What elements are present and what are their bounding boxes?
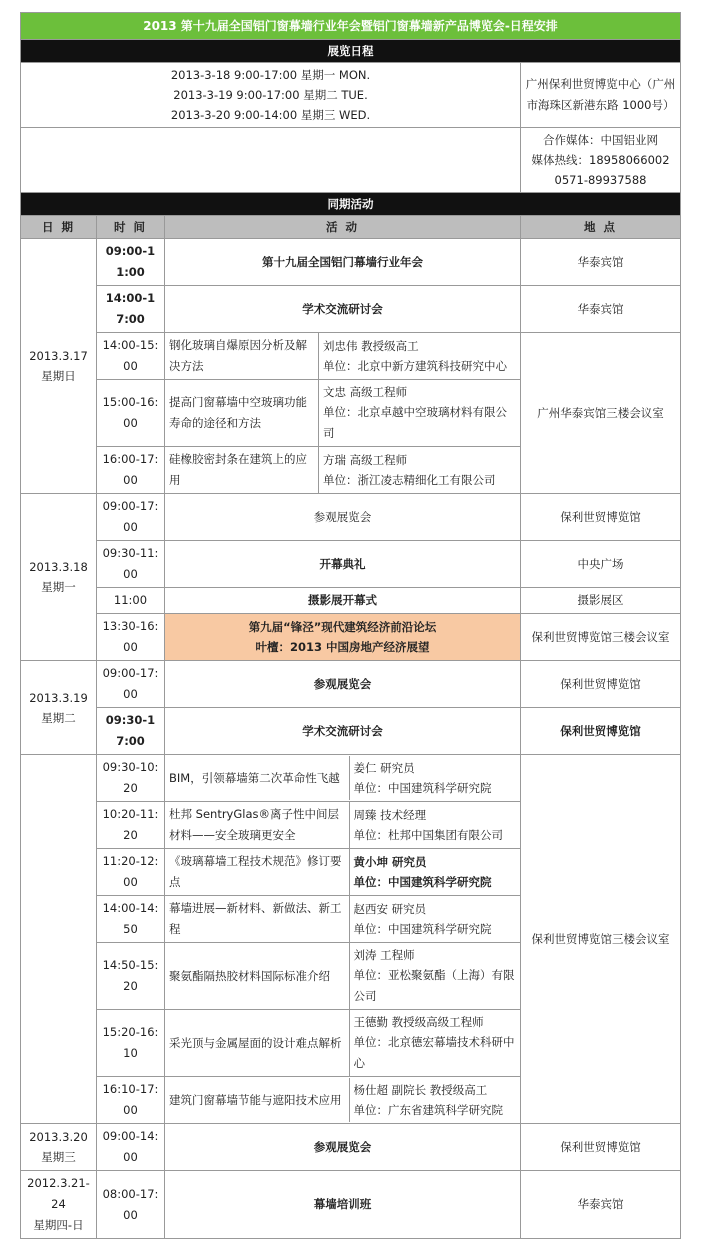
col-header-time: 时 间 <box>97 216 165 239</box>
speaker-unit: 单位：北京德宏幕墙技术科研中心 <box>353 1035 515 1070</box>
venue-cell: 华泰宾馆 <box>521 1171 681 1239</box>
time-cell: 14:50-15:20 <box>97 943 165 1010</box>
event-cell: 学术交流研讨会 <box>165 286 521 333</box>
time-cell: 09:00-14:00 <box>97 1124 165 1171</box>
date-text: 2013.3.19 <box>29 690 88 705</box>
col-header-venue: 地 点 <box>521 216 681 239</box>
time-cell: 16:10-17:00 <box>97 1077 165 1124</box>
time-cell: 09:00-17:00 <box>97 661 165 708</box>
date-cell <box>21 494 97 661</box>
venue-cell: 保利世贸博览馆 <box>521 661 681 708</box>
seminar-row <box>165 1077 521 1124</box>
speaker-name: 黄小坤 研究员 <box>353 855 427 869</box>
speaker-cell <box>319 447 521 494</box>
venue-cell: 广州华泰宾馆三楼会议室 <box>521 333 681 494</box>
time-cell: 09:00-11:00 <box>97 239 165 286</box>
speaker-name: 王德勤 教授级高级工程师 <box>353 1015 484 1029</box>
topic-cell: 《玻璃幕墙工程技术规范》修订要点 <box>165 849 349 895</box>
speaker-cell <box>349 896 520 942</box>
time-cell: 10:20-11:20 <box>97 802 165 849</box>
forum-subtitle: 叶檀：2013 中国房地产经济展望 <box>255 640 430 654</box>
speaker-cell <box>349 1010 520 1076</box>
topic-cell: 提高门窗幕墙中空玻璃功能寿命的途径和方法 <box>165 380 319 447</box>
venue-cell: 华泰宾馆 <box>521 286 681 333</box>
venue-cell: 保利世贸博览馆三楼会议室 <box>521 614 681 661</box>
time-cell: 14:00-17:00 <box>97 286 165 333</box>
topic-cell: 杜邦 SentryGlas®离子性中间层材料——安全玻璃更安全 <box>165 802 349 848</box>
time-cell: 16:00-17:00 <box>97 447 165 494</box>
date-cell-empty <box>21 755 97 1124</box>
speaker-cell <box>349 1078 520 1122</box>
date-cell <box>21 661 97 755</box>
exhibition-date-line: 2013-3-20 9:00-14:00 星期三 WED. <box>170 108 371 122</box>
time-cell: 13:30-16:00 <box>97 614 165 661</box>
date-cell <box>21 1124 97 1171</box>
date-cell <box>21 239 97 494</box>
time-cell: 09:30-11:00 <box>97 541 165 588</box>
time-cell: 15:00-16:00 <box>97 380 165 447</box>
page-title: 2013 第十九届全国铝门窗幕墙行业年会暨铝门窗幕墙新产品博览会-日程安排 <box>21 13 681 40</box>
col-header-date: 日 期 <box>21 216 97 239</box>
exhibition-dates <box>21 63 521 128</box>
date-text: 2012.3.21-24 <box>27 1176 90 1211</box>
schedule-document <box>20 12 680 1239</box>
blank-cell <box>21 128 521 193</box>
seminar-row <box>165 755 521 802</box>
media-info <box>521 128 681 193</box>
speaker-cell <box>349 849 520 895</box>
topic-cell: 聚氨酯隔热胶材料国际标准介绍 <box>165 943 349 1009</box>
date-cell <box>21 1171 97 1239</box>
speaker-unit: 单位：中国建筑科学研究院 <box>353 781 492 795</box>
seminar-row <box>165 1010 521 1077</box>
event-cell: 参观展览会 <box>165 494 521 541</box>
date-text: 2013.3.20 <box>29 1130 88 1144</box>
time-cell: 09:30-10:20 <box>97 755 165 802</box>
exhibition-date-line: 2013-3-19 9:00-17:00 星期二 TUE. <box>173 88 368 102</box>
speaker-cell <box>319 380 521 447</box>
event-cell: 学术交流研讨会 <box>165 708 521 755</box>
venue-cell: 保利世贸博览馆三楼会议室 <box>521 755 681 1124</box>
time-cell: 09:30-17:00 <box>97 708 165 755</box>
exhibition-heading: 展览日程 <box>21 40 681 63</box>
time-cell: 08:00-17:00 <box>97 1171 165 1239</box>
speaker-unit: 单位：中国建筑科学研究院 <box>353 875 492 889</box>
speaker-cell <box>349 943 520 1009</box>
speaker-name: 文忠 高级工程师 <box>323 385 408 399</box>
forum-title: 第九届“锋泾”现代建筑经济前沿论坛 <box>248 620 437 634</box>
seminar-row <box>165 802 521 849</box>
speaker-name: 周臻 技术经理 <box>353 808 427 822</box>
speaker-name: 刘涛 工程师 <box>353 948 415 962</box>
venue-cell: 保利世贸博览馆 <box>521 494 681 541</box>
event-cell: 摄影展开幕式 <box>165 588 521 614</box>
venue-cell: 摄影展区 <box>521 588 681 614</box>
event-cell: 开幕典礼 <box>165 541 521 588</box>
venue-cell: 保利世贸博览馆 <box>521 708 681 755</box>
event-cell: 参观展览会 <box>165 1124 521 1171</box>
forum-event-cell <box>165 614 521 661</box>
weekday-text: 星期日 <box>41 369 76 383</box>
time-cell: 14:00-15:00 <box>97 333 165 380</box>
speaker-unit: 单位：北京中新方建筑科技研究中心 <box>323 359 507 373</box>
speaker-name: 方瑞 高级工程师 <box>323 453 408 467</box>
date-text: 2013.3.17 <box>29 349 88 363</box>
venue-cell: 华泰宾馆 <box>521 239 681 286</box>
speaker-cell <box>349 756 520 800</box>
time-cell: 14:00-14:50 <box>97 896 165 943</box>
media-partner: 合作媒体：中国铝业网 <box>543 133 659 147</box>
exhibition-venue: 广州保利世贸博览中心（广州市海珠区新港东路 1000号） <box>521 63 681 128</box>
venue-cell: 保利世贸博览馆 <box>521 1124 681 1171</box>
topic-cell: 钢化玻璃自爆原因分析及解决方法 <box>165 333 319 380</box>
venue-cell: 中央广场 <box>521 541 681 588</box>
topic-cell: 建筑门窗幕墙节能与遮阳技术应用 <box>165 1078 349 1122</box>
event-cell: 参观展览会 <box>165 661 521 708</box>
speaker-unit: 单位：浙江凌志精细化工有限公司 <box>323 473 496 487</box>
seminar-row <box>165 849 521 896</box>
time-cell: 11:20-12:00 <box>97 849 165 896</box>
exhibition-date-line: 2013-3-18 9:00-17:00 星期一 MON. <box>170 68 371 82</box>
time-cell: 11:00 <box>97 588 165 614</box>
speaker-name: 刘忠伟 教授级高工 <box>323 339 419 353</box>
time-cell: 09:00-17:00 <box>97 494 165 541</box>
weekday-text: 星期一 <box>41 580 76 594</box>
activities-heading: 同期活动 <box>21 193 681 216</box>
speaker-name: 赵西安 研究员 <box>353 902 427 916</box>
seminar-row <box>165 943 521 1010</box>
speaker-cell <box>349 802 520 848</box>
media-hotline: 媒体热线：18958066002 <box>531 153 670 167</box>
speaker-name: 杨仕超 副院长 教授级高工 <box>353 1083 488 1097</box>
seminar-row <box>165 896 521 943</box>
speaker-cell <box>319 333 521 380</box>
speaker-unit: 单位：广东省建筑科学研究院 <box>353 1103 503 1117</box>
speaker-name: 姜仁 研究员 <box>353 761 415 775</box>
topic-cell: 采光顶与金属屋面的设计难点解析 <box>165 1010 349 1076</box>
topic-cell: 硅橡胶密封条在建筑上的应用 <box>165 447 319 494</box>
weekday-text: 星期四-日 <box>33 1218 84 1232</box>
event-cell: 幕墙培训班 <box>165 1171 521 1239</box>
speaker-unit: 单位：北京卓越中空玻璃材料有限公司 <box>323 405 507 440</box>
col-header-activity: 活 动 <box>165 216 521 239</box>
media-hotline-2: 0571-89937588 <box>554 173 647 187</box>
topic-cell: BIM，引领幕墙第二次革命性飞越 <box>165 756 349 800</box>
speaker-unit: 单位：亚松聚氨酯（上海）有限公司 <box>353 968 515 1003</box>
weekday-text: 星期二 <box>41 710 76 725</box>
date-text: 2013.3.18 <box>29 560 88 574</box>
speaker-unit: 单位：杜邦中国集团有限公司 <box>353 828 503 842</box>
speaker-unit: 单位：中国建筑科学研究院 <box>353 922 492 936</box>
event-cell: 第十九届全国铝门幕墙行业年会 <box>165 239 521 286</box>
time-cell: 15:20-16:10 <box>97 1010 165 1077</box>
topic-cell: 幕墙进展—新材料、新做法、新工程 <box>165 896 349 942</box>
weekday-text: 星期三 <box>41 1150 76 1164</box>
schedule-table <box>20 12 681 1239</box>
